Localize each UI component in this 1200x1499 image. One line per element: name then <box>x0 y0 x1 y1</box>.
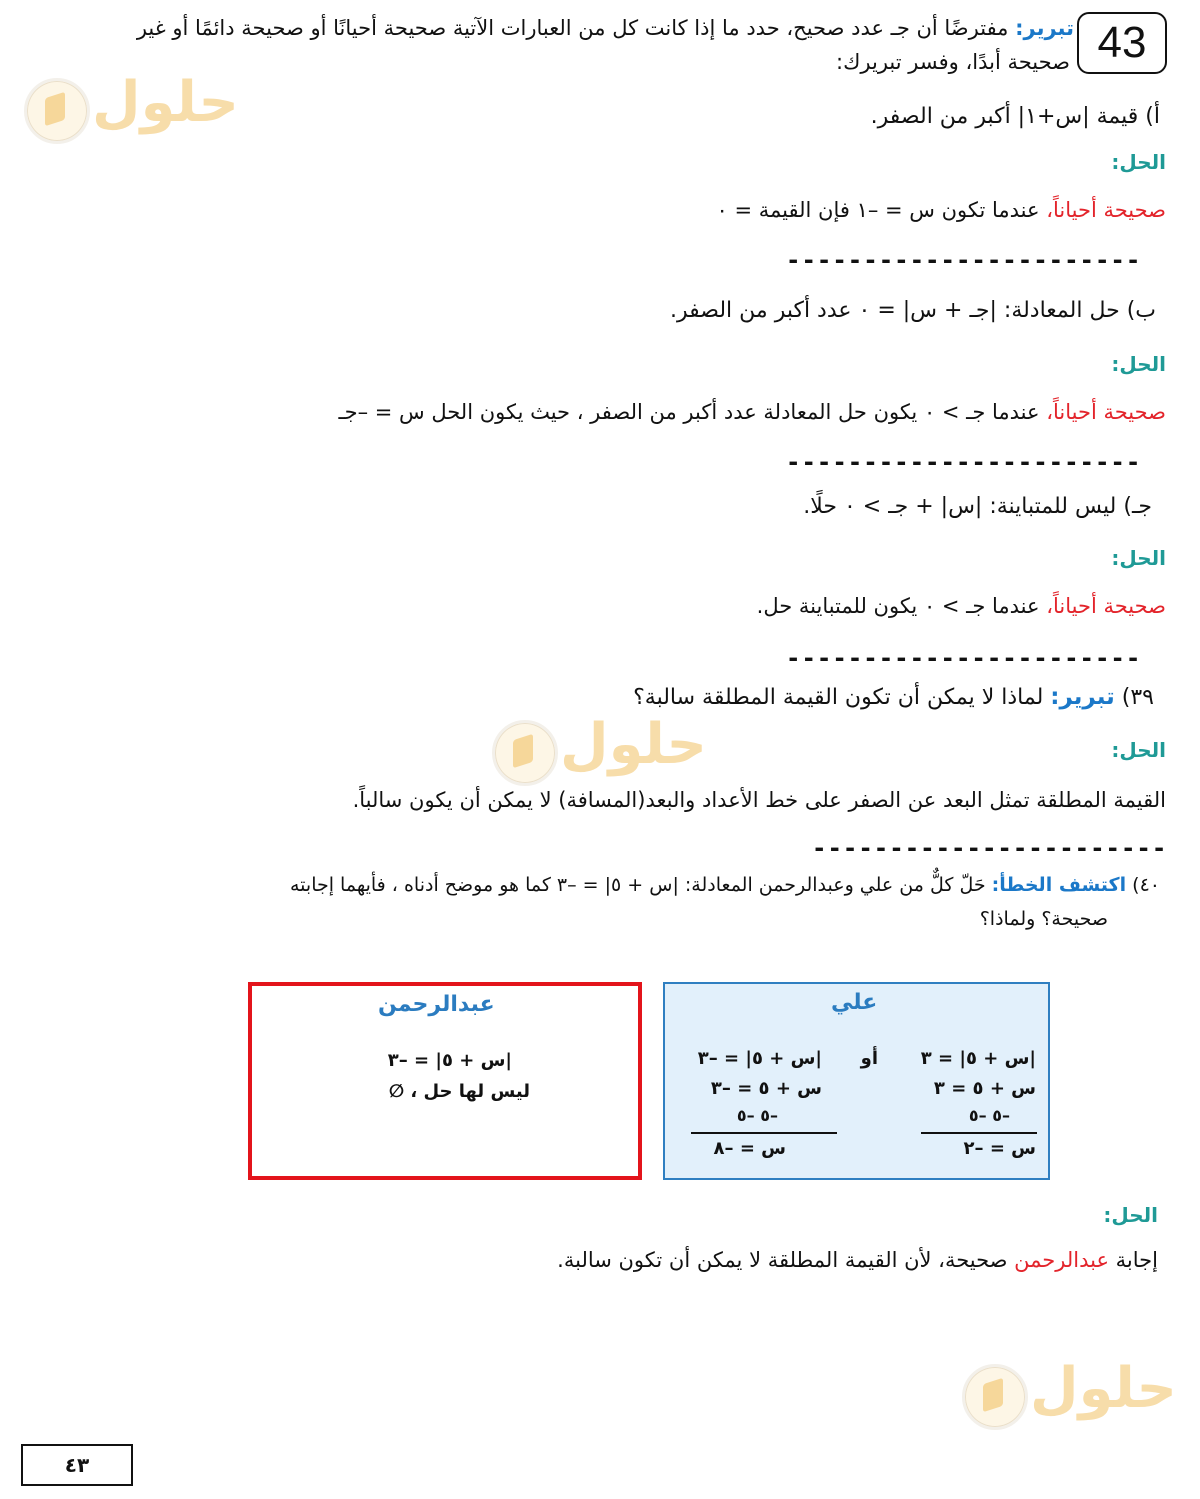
ali-or-label: أو <box>860 1048 878 1069</box>
solution-label: الحل: <box>1103 1203 1158 1227</box>
logo-book-icon <box>492 720 558 786</box>
abdulrahman-solution-box <box>248 982 642 1180</box>
answer-39: القيمة المطلقة تمثل البعد عن الصفر على خط الأعداد والبعد(المسافة) لا يمكن أن يكون سالباً. <box>352 788 1166 812</box>
abdulrahman-name: عبدالرحمن <box>378 992 495 1017</box>
abdulrahman-equation: |س + ٥| = –٣ <box>387 1050 512 1071</box>
solution-label: الحل: <box>1111 352 1166 376</box>
question-label: اكتشف الخطأ: <box>991 874 1127 896</box>
solution-label: الحل: <box>1111 546 1166 570</box>
question-a: أ) قيمة |س+١| أكبر من الصفر. <box>870 104 1160 129</box>
ali-case1-step: |س + ٥| = ٣ <box>920 1048 1036 1069</box>
answer-status: صحيحة أحياناً، <box>1046 594 1166 618</box>
abdulrahman-conclusion: ليس لها حل ، ∅ <box>388 1081 530 1102</box>
question-text: لماذا لا يمكن أن تكون القيمة المطلقة سالبة؟ <box>633 685 1044 710</box>
question-40-line-2: صحيحة؟ ولماذا؟ <box>979 908 1108 930</box>
answer-c <box>757 594 1166 618</box>
answer-status: صحيحة أحياناً، <box>1046 198 1166 222</box>
logo-text: حلول <box>560 712 707 777</box>
ali-case1-result: س = –٢ <box>963 1138 1036 1159</box>
question-b: ب) حل المعادلة: |جـ + س| = ٠ عدد أكبر من الصفر. <box>670 298 1156 323</box>
answer-text: صحيحة، لأن القيمة المطلقة لا يمكن أن تكون سالبة. <box>557 1248 1015 1272</box>
question-text: حَلّ كلٌّ من علي وعبدالرحمن المعادلة: |س + ٥| = –٣ كما هو موضح أدناه ، فأيهما إجابته <box>289 874 986 896</box>
separator: ----------------------- <box>786 644 1142 672</box>
answer-status: صحيحة أحياناً، <box>1046 400 1166 424</box>
question-39 <box>633 684 1154 710</box>
logo-text: حلول <box>92 70 239 135</box>
separator: ----------------------- <box>812 834 1168 862</box>
ali-case2-result: س = –٨ <box>713 1138 786 1159</box>
solution-label: الحل: <box>1111 738 1166 762</box>
question-number: ٤٠) <box>1132 874 1160 896</box>
logo-text: حلول <box>1030 1356 1177 1421</box>
watermark-logo <box>24 70 239 150</box>
ali-solution-box <box>663 982 1050 1180</box>
watermark-logo <box>962 1356 1177 1436</box>
answer-text: عندما جـ > ٠ يكون حل المعادلة عدد أكبر من الصفر ، حيث يكون الحل س = –جـ <box>338 400 1047 424</box>
answer-text: عندما تكون س = –١ فإن القيمة = ٠ <box>716 198 1047 222</box>
logo-book-icon <box>962 1364 1028 1430</box>
ali-case2-step: –٥ –٥ <box>736 1106 778 1125</box>
question-label: تبرير: <box>1050 684 1115 710</box>
question-40 <box>290 874 1160 896</box>
watermark-logo <box>492 712 707 792</box>
question-c: جـ) ليس للمتباينة: |س| + جـ > ٠ حلًا. <box>803 494 1152 519</box>
answer-b <box>338 400 1166 424</box>
logo-book-icon <box>24 78 90 144</box>
ali-case1-step: –٥ –٥ <box>968 1106 1010 1125</box>
ali-case2-divider <box>691 1132 837 1134</box>
question-number: ٣٩) <box>1121 685 1154 710</box>
intro-text-1: مفترضًا أن جـ عدد صحيح، حدد ما إذا كانت كل من العبارات الآتية صحيحة أحيانًا أو صحيحة دائمًا أو غير <box>136 16 1009 40</box>
separator: ----------------------- <box>786 448 1142 476</box>
ali-case1-step: س + ٥ = ٣ <box>933 1078 1036 1099</box>
answer-text: عندما جـ > ٠ يكون للمتباينة حل. <box>756 594 1047 618</box>
answer-40 <box>557 1248 1158 1272</box>
ali-name: علي <box>831 990 878 1015</box>
intro-line-2: صحيحة أبدًا، وفسر تبريرك: <box>836 50 1070 74</box>
solution-label: الحل: <box>1111 150 1166 174</box>
separator: ----------------------- <box>786 246 1142 274</box>
intro-line-1 <box>137 16 1074 40</box>
ali-case1-divider <box>921 1132 1037 1134</box>
ali-case2-step: |س + ٥| = –٣ <box>697 1048 822 1069</box>
answer-a <box>717 198 1166 222</box>
ali-case2-step: س + ٥ = –٣ <box>710 1078 822 1099</box>
page-number-badge: 43 <box>1077 12 1167 74</box>
answer-prefix: إجابة <box>1109 1248 1158 1272</box>
intro-label: تبرير: <box>1015 16 1074 40</box>
footer-page-number: ٤٣ <box>21 1444 133 1486</box>
answer-name: عبدالرحمن <box>1014 1248 1109 1272</box>
